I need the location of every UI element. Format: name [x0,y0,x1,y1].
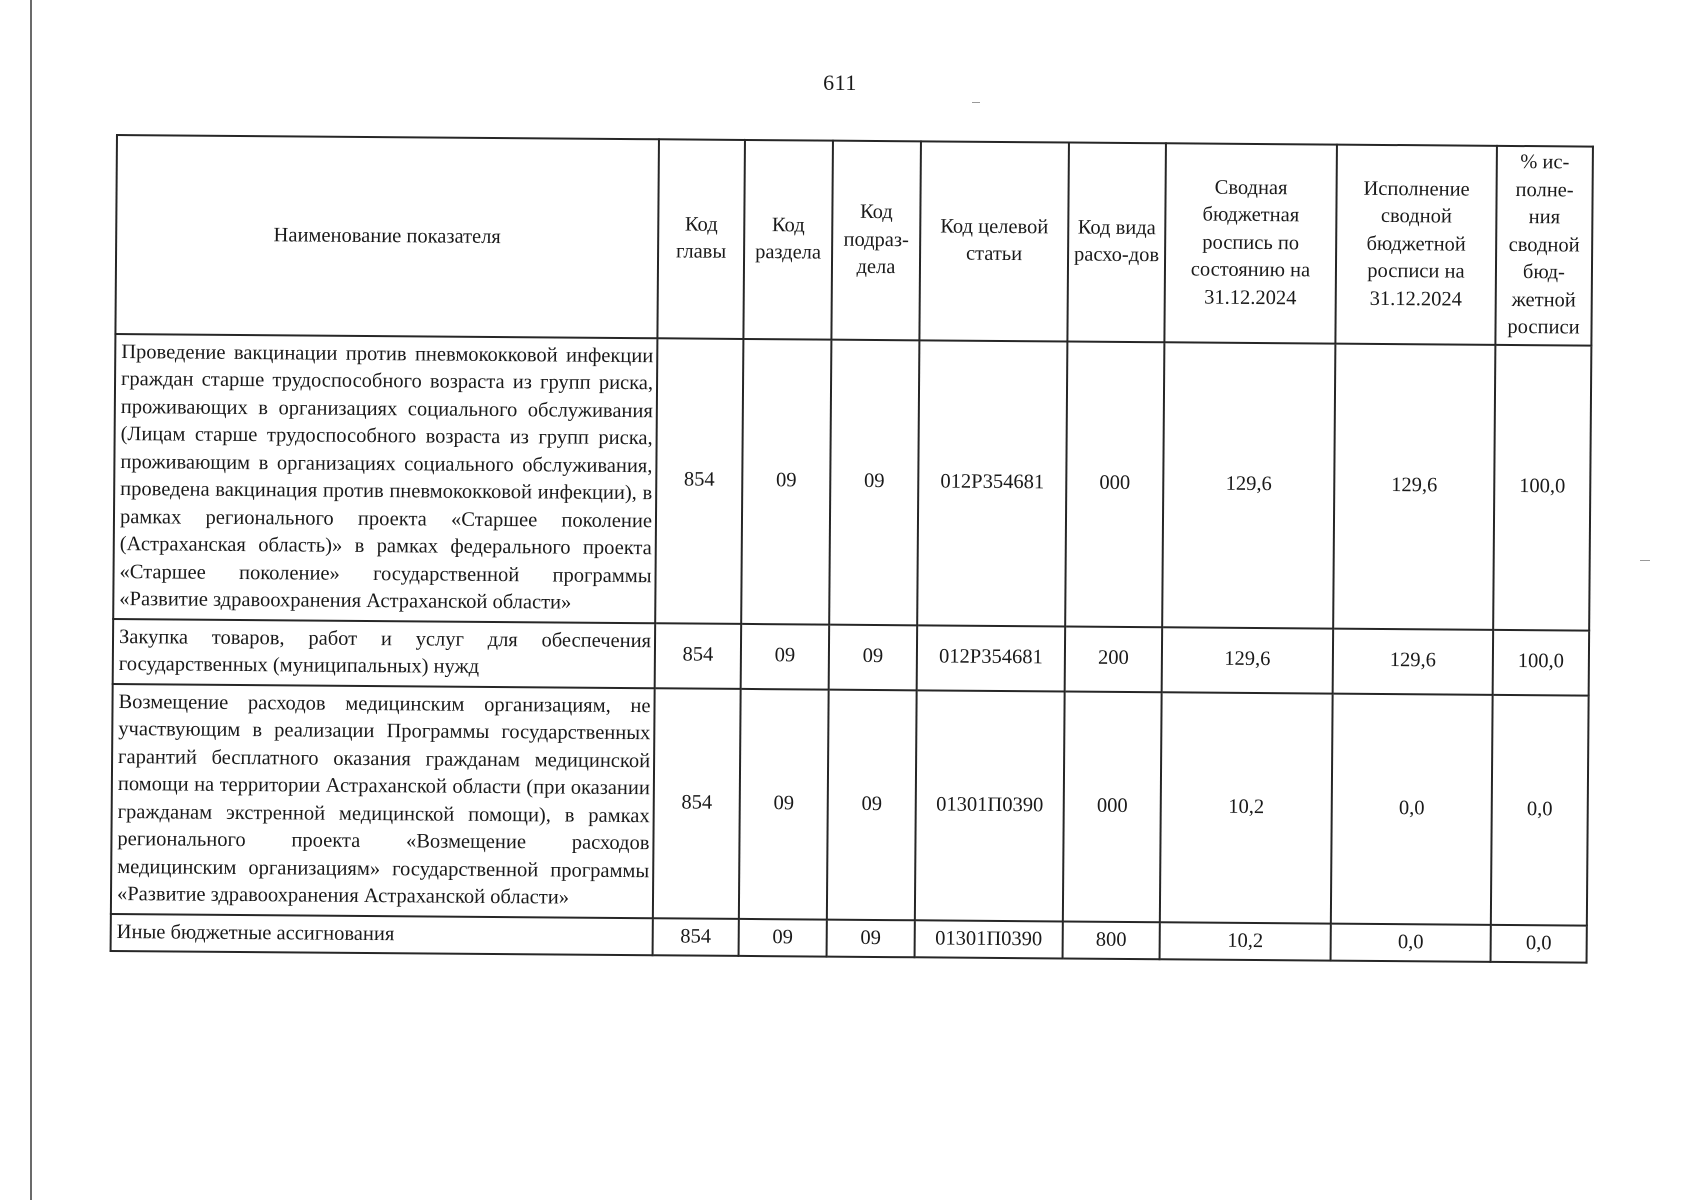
budget-plan-value: 10,2 [1160,692,1333,923]
target-code: 01301П0390 [915,690,1065,921]
header-section-code: Код раздела [743,140,833,339]
execution-percent-value: 0,0 [1491,924,1587,962]
target-code: 012P354681 [917,340,1067,626]
target-code: 012P354681 [917,625,1066,691]
chapter-code: 854 [655,338,743,624]
table-row [111,683,1589,925]
expense-type-code: 800 [1063,921,1160,959]
budget-plan-value: 129,6 [1162,627,1334,693]
header-budget-plan: Сводная бюджетная роспись по состоянию на 31.12.2024 [1164,143,1337,343]
budget-execution-table [110,134,1594,964]
budget-execution-value: 129,6 [1333,628,1494,694]
header-subsection-code: Код подраз-дела [831,141,921,340]
budget-execution-value: 129,6 [1333,343,1495,629]
section-code: 09 [741,623,830,689]
table-row [113,618,1589,695]
page-number: 611 [823,70,857,95]
header-chapter-code: Код главы [657,139,745,338]
expense-type-code: 200 [1065,626,1163,692]
budget-plan-value: 129,6 [1162,342,1335,628]
target-code: 01301П0390 [915,920,1063,959]
indicator-name: Возмещение расходов медицинским организациям, не участвующим в реализации Программы государственных гарантий бесплатного оказания гражданам медицинской помощи на территории Астраханской области (при оказании гражданам экстренной медицинской помощи), в рамках регионального проекта «Возмещение расходов медицинским организациям» государственной программы «Развитие здравоохранения Астраханской области» [111,683,655,917]
execution-percent-value: 100,0 [1493,629,1590,695]
chapter-code: 854 [653,918,739,956]
execution-percent-value: 100,0 [1493,344,1591,630]
scan-edge-line [30,0,32,1200]
subsection-code: 09 [827,919,915,957]
table-header-row [115,135,1593,345]
indicator-name: Проведение вакцинации против пневмококковой инфекции граждан старше трудоспособного возраста из групп риска, проживающих в организациях социального обслуживания (Лицам старше трудоспособного возраста из групп риска, проживающим в организациях социального обслуживания, проведена вакцинация против пневмококковой инфекции), в рамках регионального проекта «Старшее поколение (Астраханская область)» в рамках федерального проекта «Старшее поколение» государственной программы «Развитие здравоохранения Астраханской области» [113,334,657,623]
section-code: 09 [741,338,831,624]
header-execution-percent: % ис-полне-ния сводной бюд-жетной росписи [1495,146,1593,345]
execution-percent-value: 0,0 [1491,694,1589,925]
chapter-code: 854 [653,688,741,919]
header-target-code: Код целевой статьи [919,141,1069,341]
expense-type-code: 000 [1063,691,1162,922]
budget-execution-value: 0,0 [1331,693,1493,924]
section-code: 09 [739,688,829,919]
budget-execution-value: 0,0 [1331,923,1491,962]
section-code: 09 [739,918,827,956]
indicator-name: Закупка товаров, работ и услуг для обеспечения государственных (муниципальных) нужд [113,618,655,687]
indicator-name: Иные бюджетные ассигнования [111,913,653,955]
header-expense-type-code: Код вида расхо-дов [1067,142,1166,341]
table-row [113,334,1591,631]
header-indicator-name: Наименование показателя [115,135,659,338]
chapter-code: 854 [655,623,742,689]
budget-plan-value: 10,2 [1160,922,1331,961]
subsection-code: 09 [829,624,918,690]
subsection-code: 09 [827,689,917,920]
scan-speck [972,102,980,103]
header-budget-execution: Исполнение сводной бюджетной росписи на 31.12.2024 [1335,145,1497,345]
expense-type-code: 000 [1065,341,1164,627]
subsection-code: 09 [829,339,919,625]
scan-speck [1640,560,1650,561]
